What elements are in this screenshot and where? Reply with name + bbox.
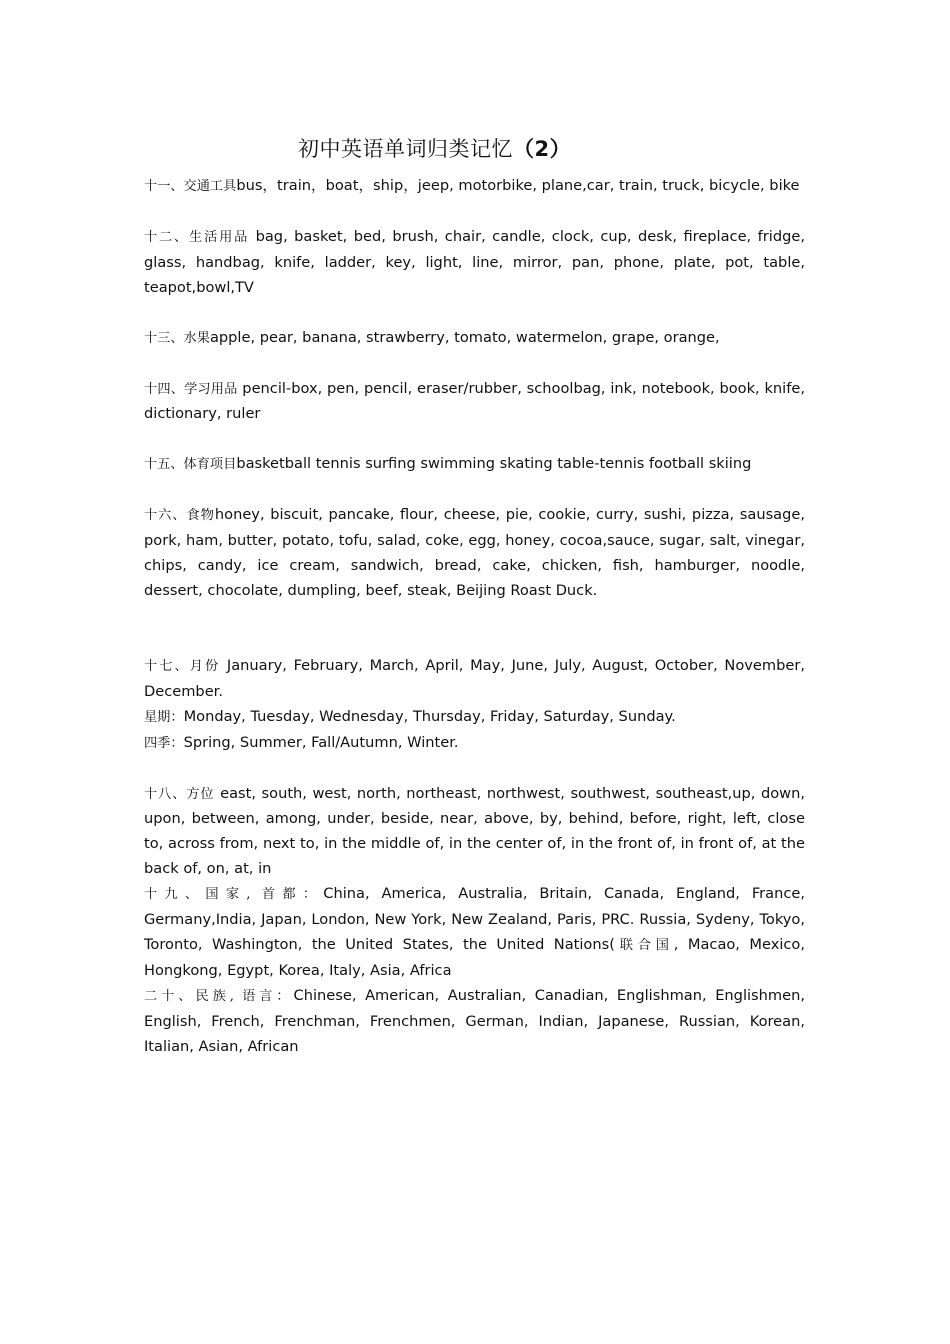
page-title	[298, 133, 571, 163]
section-words: China, America, Australia, Britain, Canada, England, France, Germany,India, Japan, London, New York, New Zealand, Paris, PRC. Russia, Sydeny, Tokyo, Toronto, Washington, the United States, the United Nations(	[144, 885, 805, 953]
section-school-supplies	[144, 377, 805, 428]
section-words: Chinese, American, Australian, Canadian, Englishman, Englishmen, English, French, Frenchman, Frenchmen, German, Indian, Japanese, Russian, Korean, Italian, Asian, African	[144, 986, 805, 1055]
section-words: apple, pear, banana, strawberry, tomato, watermelon, grape, orange,	[209, 328, 720, 346]
section-label: 十六、食物	[144, 508, 215, 524]
document-body	[144, 174, 805, 1059]
section-words: basketball tennis surfing swimming skating table-tennis football skiing	[236, 455, 752, 473]
title-text: 初中英语单词归类记忆	[298, 137, 513, 161]
section-weekdays	[144, 705, 805, 731]
section-countries	[144, 882, 805, 984]
section-label: 联合国	[614, 937, 674, 953]
section-label: 星期：	[144, 709, 184, 725]
section-seasons	[144, 731, 805, 757]
section-food	[144, 503, 805, 604]
section-transport	[144, 174, 805, 200]
section-words: bus，train，boat，ship，jeep, motorbike, plane,car, train, truck, bicycle, bike	[236, 177, 800, 194]
section-label: 十八、方位	[144, 786, 215, 802]
section-words: Spring, Summer, Fall/Autumn, Winter.	[183, 733, 459, 751]
title-number: （2）	[513, 137, 572, 161]
section-words: , Macao, Mexico, Hongkong, Egypt, Korea, Italy, Asia, Africa	[144, 935, 806, 979]
section-words: January, February, March, April, May, June, July, August, October, November, December.	[144, 656, 805, 700]
section-label: 二十、民族, 语言：	[144, 988, 294, 1004]
section-sports	[144, 452, 805, 478]
section-daily-items	[144, 225, 805, 301]
section-label: 十九、国家, 首都：	[144, 887, 324, 903]
section-label: 十三、水果	[144, 330, 210, 346]
section-label: 十二、生活用品	[144, 229, 250, 245]
section-label: 十七、月份	[144, 658, 221, 674]
section-words: honey, biscuit, pancake, flour, cheese, pie, cookie, curry, sushi, pizza, sausage, pork, ham, butter, potato, tofu, salad, coke, egg, honey, cocoa,sauce, sugar, salt, vinegar, chips, candy, ice cream, sandwich, bread, cake, chicken, fish, hamburger, noodle, dessert, chocolate, dumpling, beef, steak, Beijing Roast Duck.	[144, 506, 806, 599]
section-label: 十四、学习用品	[144, 381, 238, 397]
section-fruit	[144, 326, 805, 352]
section-months	[144, 654, 805, 705]
section-label: 四季：	[144, 735, 184, 751]
section-label: 十五、体育项目	[144, 457, 237, 473]
section-label: 十一、交通工具	[144, 179, 237, 194]
section-nationalities	[144, 984, 805, 1060]
section-words: pencil-box, pen, pencil, eraser/rubber, schoolbag, ink, notebook, book, knife, dictionary, ruler	[144, 379, 805, 423]
section-words: east, south, west, north, northeast, northwest, southwest, southeast,up, down, upon, between, among, under, beside, near, above, by, behind, before, right, left, close to, across from, next to, in the middle of, in the center of, in the front of, in front of, at the back of, on, at, in	[144, 784, 805, 878]
section-words: Monday, Tuesday, Wednesday, Thursday, Friday, Saturday, Sunday.	[183, 707, 676, 725]
section-directions	[144, 782, 805, 883]
section-words: bag, basket, bed, brush, chair, candle, clock, cup, desk, fireplace, fridge, glass, handbag, knife, ladder, key, light, line, mirror, pan, phone, plate, pot, table, teapot,bowl,TV	[144, 227, 806, 296]
